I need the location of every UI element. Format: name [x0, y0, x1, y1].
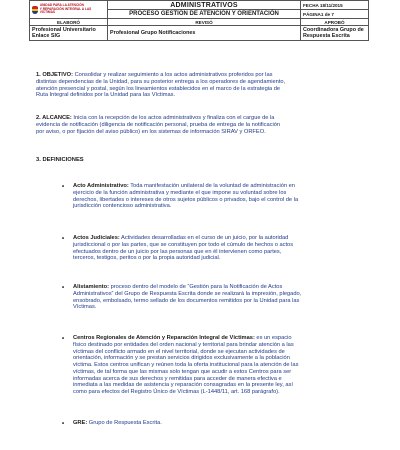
- value-aprobo: Coordinadora Grupo de Respuesta Escrita: [301, 26, 369, 41]
- section-objetivo: 1. OBJETIVO: Consolidar y realizar seguimiento a los actos administrativos proferidos por las distintas dependencias de la Unidad, para su posterior entrega a los operadores de agendamiento, atención presencial y postal, según los lineamientos establecidos en el marco de la estrategia de Ruta Integral definidos por la Unidad para las Víctimas.: [36, 72, 286, 99]
- process-name: PROCESO GESTIÓN DE ATENCIÓN Y ORIENTACIÓN: [108, 10, 301, 19]
- colombia-shield-icon: [32, 6, 38, 14]
- document-header-table: [29, 0, 369, 41]
- bullet-icon: •: [62, 336, 65, 342]
- definition-gre: GRE: Grupo de Respuesta Escrita.: [73, 420, 162, 426]
- document-title-cell: [108, 1, 301, 10]
- bullet-icon: •: [62, 184, 65, 190]
- section-alcance: 2. ALCANCE: Inicia con la recepción de los actos administrativos y finaliza con el cargue de la evidencia de notificación (diligencia de notificación personal, prueba de entrega de la notificación por aviso, o por fijación del aviso público) en los sistemas de información SIRAV y ORFEO.: [36, 115, 281, 135]
- definition-alistamiento: Alistamiento: proceso dentro del modelo de “Gestión para la Notificación de Actos Administrativos” del Grupo de Respuesta Escrita donde se realizará la impresión, plegado, ensobrado, embolsado, termo sellado de los documentos remitidos por la Unidad para las Víctimas.: [73, 284, 302, 311]
- document-title: ADMINISTRATIVOS: [170, 1, 238, 9]
- value-elaboro: Profesional Universitario Enlace SIG: [30, 26, 108, 41]
- bullet-icon: •: [62, 236, 65, 242]
- definition-acto-administrativo: Acto Administrativo: Toda manifestación unilateral de la voluntad de administración en ejercicio de la función administrativa y mediante el que impone su voluntad sobre los derechos, libertades o intereses de otros sujetos públicos o privados, bajo el control de la jurisdicción contencioso administrativa.: [73, 183, 299, 210]
- objetivo-heading: 1. OBJETIVO:: [36, 72, 73, 78]
- definition-centros-regionales: Centros Regionales de Atención y Reparación Integral de Víctimas: es un espacio físico destinado por entidades del orden nacional y territorial para brindar atención a las víctimas del conflicto armado en el nivel territorial, donde se ejecutan actividades de orientación, información y se prestan servicios dirigidos exclusivamente a la población víctima. Estos centros unifican y reúnen toda la oferta institucional para la atención de las víctimas, de tal forma que las mismas solo tengan que acudir a estos Centros para ser informadas acerca de sus derechos y remitidas para acceder de manera efectiva e inmediata a las medidas de asistencia y reparación consagradas en la presente ley, así como para efectos del Registro Único de Víctimas (L-1448/11, art. 168 parágrafo).: [73, 335, 299, 395]
- label-aprobo: APROBÓ: [301, 19, 369, 26]
- page-number: PÁGINA1 de 7: [301, 10, 369, 19]
- definiciones-heading: 3. DEFINICIONES: [36, 157, 84, 163]
- value-reviso: Profesional Grupo Notificaciones: [108, 26, 301, 41]
- logo-cell: [30, 1, 108, 19]
- alcance-heading: 2. ALCANCE:: [36, 115, 72, 121]
- unidad-victimas-logo: [32, 4, 105, 15]
- label-reviso: REVISÓ: [108, 19, 301, 26]
- bullet-icon: •: [62, 285, 65, 291]
- logo-text: UNIDAD PARA LA ATENCIÓN Y REPARACIÓN INTEGRAL A LAS VÍCTIMAS: [39, 3, 92, 15]
- document-date: FECHA 18/11/2015: [301, 1, 369, 10]
- bullet-icon: •: [62, 421, 65, 427]
- definition-actos-judiciales: Actos Judiciales: Actividades desarrolladas en el curso de un juicio, por la autoridad jurisdiccional o por las partes, que se constituyen por todo el cúmulo de hechos o actos efectuados dentro de un juicio por las personas que en él intervienen como partes, terceros, testigos, peritos o por la propia autoridad judicial.: [73, 235, 294, 262]
- label-elaboro: ELABORÓ: [30, 19, 108, 26]
